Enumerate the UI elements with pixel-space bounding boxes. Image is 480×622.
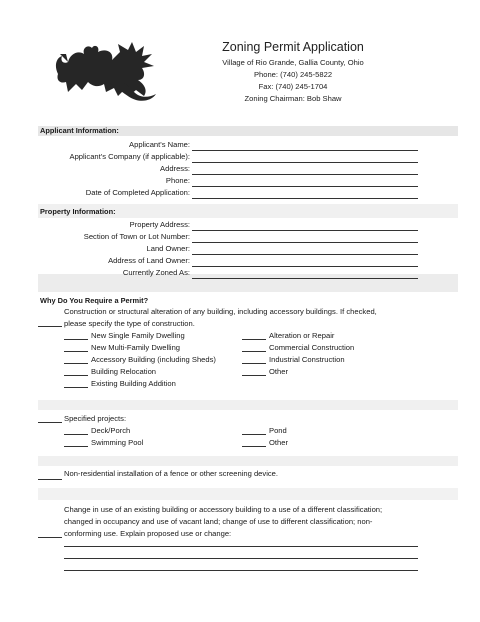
option-blank[interactable] <box>64 363 88 364</box>
land-owner-label: Land Owner: <box>146 244 190 253</box>
lot-number-label: Section of Town or Lot Number: <box>83 232 190 241</box>
option-other: Other <box>269 367 288 376</box>
applicant-address-field[interactable] <box>192 174 418 175</box>
option-blank[interactable] <box>64 351 88 352</box>
option-multi-family: New Multi-Family Dwelling <box>91 343 181 352</box>
applicant-name-label: Applicant's Name: <box>129 140 190 149</box>
lot-number-field[interactable] <box>192 242 418 243</box>
applicant-section-title: Applicant Information: <box>40 126 119 135</box>
owner-address-label: Address of Land Owner: <box>108 256 190 265</box>
land-owner-field[interactable] <box>192 254 418 255</box>
option-commercial: Commercial Construction <box>269 343 355 352</box>
zoned-as-label: Currently Zoned As: <box>122 268 190 277</box>
construction-description: Construction or structural alteration of any building, including accessory buildings. If checked, <box>64 307 377 316</box>
explain-line[interactable] <box>64 546 418 547</box>
applicant-company-field[interactable] <box>192 162 418 163</box>
change-use-line2: changed in occupancy and use of vacant land; change of use to different classification; non- <box>64 517 373 526</box>
option-industrial: Industrial Construction <box>269 355 345 364</box>
option-blank[interactable] <box>242 434 266 435</box>
header-phone: Phone: (740) 245-5822 <box>253 70 333 79</box>
option-blank[interactable] <box>242 363 266 364</box>
fence-checkbox[interactable] <box>38 479 62 480</box>
owner-address-field[interactable] <box>192 266 418 267</box>
option-swimming-pool: Swimming Pool <box>91 438 144 447</box>
specified-projects-label: Specified projects: <box>64 414 127 423</box>
option-blank[interactable] <box>242 446 266 447</box>
construction-description-cont: please specify the type of construction. <box>64 319 195 328</box>
header-address: Village of Rio Grande, Gallia County, Ohio <box>222 58 364 67</box>
section-band <box>38 400 458 410</box>
option-deck-porch: Deck/Porch <box>91 426 131 435</box>
option-specified-other: Other <box>269 438 288 447</box>
applicant-phone-field[interactable] <box>192 186 418 187</box>
option-blank[interactable] <box>242 339 266 340</box>
option-pond: Pond <box>269 426 287 435</box>
option-blank[interactable] <box>64 387 88 388</box>
applicant-phone-label: Phone: <box>165 176 190 185</box>
option-blank[interactable] <box>242 351 266 352</box>
property-section-title: Property Information: <box>40 207 116 216</box>
option-alteration-repair: Alteration or Repair <box>269 331 335 340</box>
option-building-relocation: Building Relocation <box>91 367 157 376</box>
applicant-company-label: Applicant's Company (if applicable): <box>69 152 190 161</box>
section-band <box>38 456 458 466</box>
change-use-checkbox[interactable] <box>38 537 62 538</box>
fence-description: Non-residential installation of a fence or other screening device. <box>64 469 279 478</box>
applicant-address-label: Address: <box>160 164 190 173</box>
application-date-label: Date of Completed Application: <box>85 188 190 197</box>
header-chairman: Zoning Chairman: Bob Shaw <box>244 94 342 103</box>
zoned-as-field[interactable] <box>192 278 418 279</box>
explain-line[interactable] <box>64 558 418 559</box>
header-fax: Fax: (740) 245-1704 <box>258 82 328 91</box>
option-blank[interactable] <box>64 434 88 435</box>
change-use-line1: Change in use of an existing building or accessory building to a use of a different classification; <box>64 505 383 514</box>
property-address-label: Property Address: <box>129 220 190 229</box>
option-single-family: New Single Family Dwelling <box>91 331 185 340</box>
specified-checkbox[interactable] <box>38 422 62 423</box>
page-title: Zoning Permit Application <box>222 40 364 54</box>
applicant-name-field[interactable] <box>192 150 418 151</box>
property-address-field[interactable] <box>192 230 418 231</box>
explain-line[interactable] <box>64 570 418 571</box>
section-band <box>38 488 458 500</box>
dragon-logo <box>48 40 164 106</box>
option-blank[interactable] <box>64 446 88 447</box>
construction-checkbox[interactable] <box>38 326 62 327</box>
permit-reason-title: Why Do You Require a Permit? <box>40 296 149 305</box>
option-blank[interactable] <box>242 375 266 376</box>
option-building-addition: Existing Building Addition <box>91 379 176 388</box>
application-date-field[interactable] <box>192 198 418 199</box>
change-use-line3: conforming use. Explain proposed use or change: <box>64 529 232 538</box>
option-accessory-building: Accessory Building (including Sheds) <box>91 355 216 364</box>
option-blank[interactable] <box>64 339 88 340</box>
option-blank[interactable] <box>64 375 88 376</box>
